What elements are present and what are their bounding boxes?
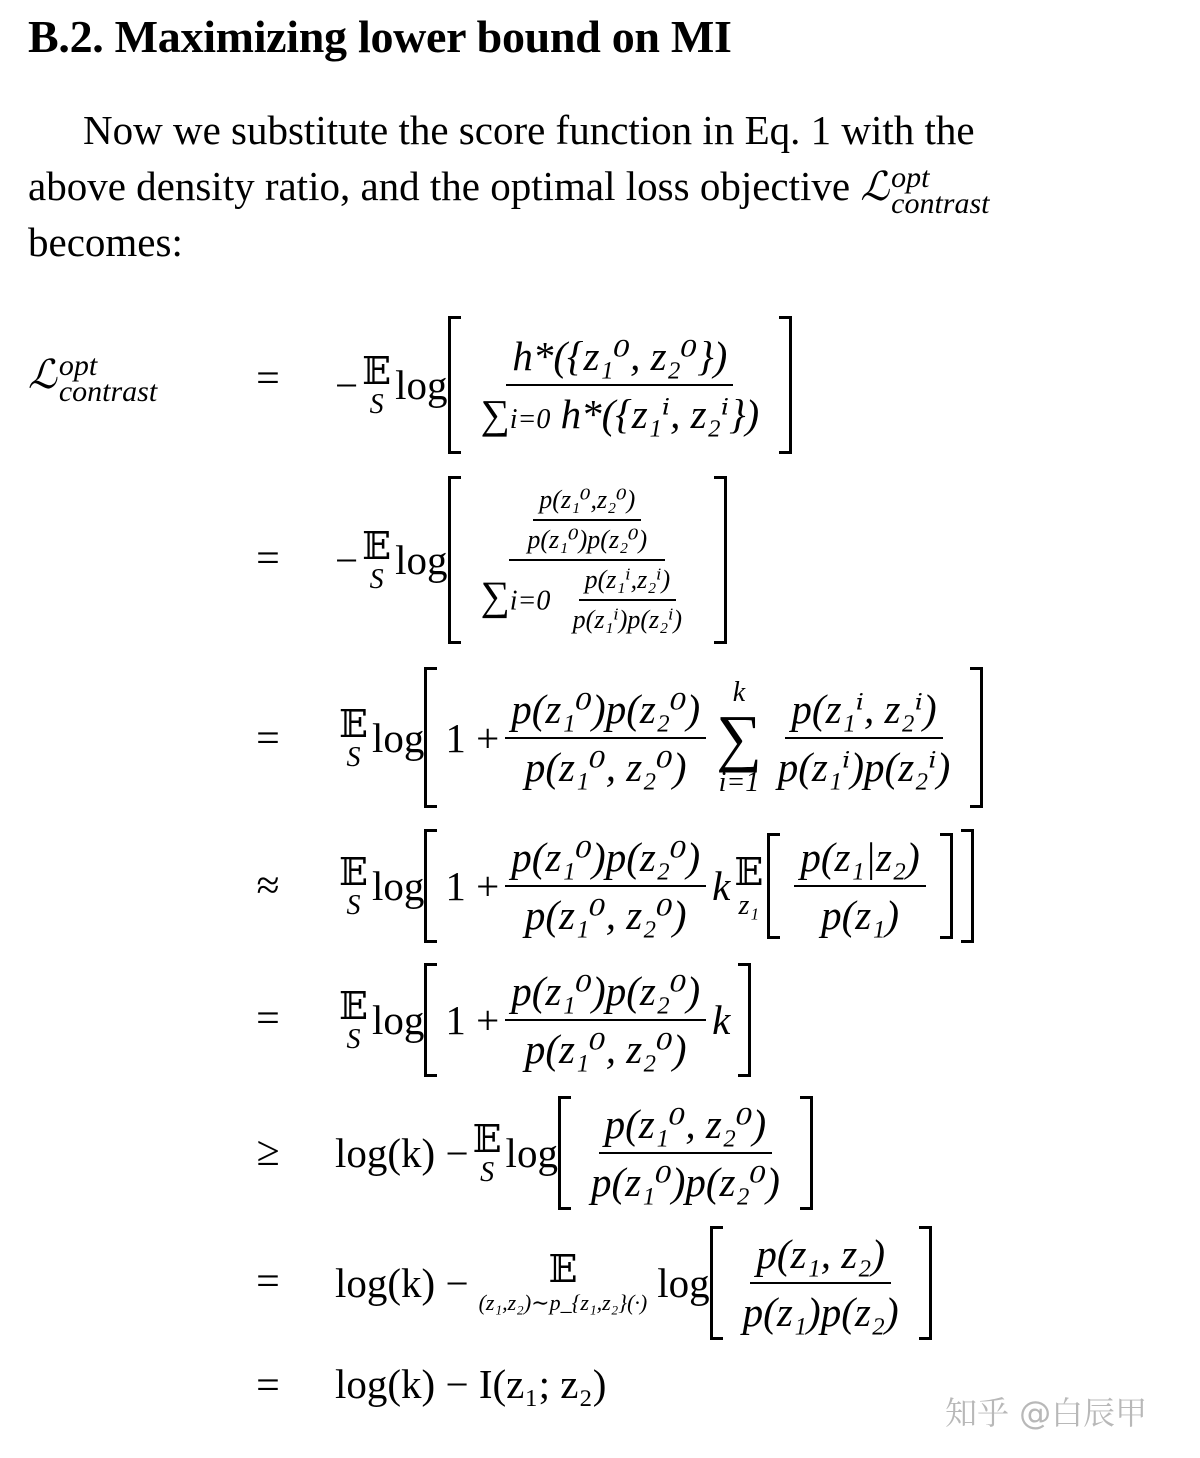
equation-step-2: − 𝔼 S log $\frac{\text{p(z₁⁰,z₂⁰)}}{\text{p(z₁⁰)p(z₂⁰)}}$ ∑i=0 $\frac{\text{p(z₁ⁱ,z₂ⁱ)}}{\text{p(z₁ⁱ)p(z₂ⁱ)}}$: [335, 475, 727, 645]
relation-4: ≈: [256, 863, 280, 909]
watermark: 知乎 @白辰甲: [945, 1394, 1148, 1432]
equation-step-4: 𝔼 S log 1 + $\frac{\text{p(z₁⁰)p(z₂⁰)}}{\text{p(z₁⁰, z₂⁰)}}$ k 𝔼 z₁ $\frac{\text{p(z₁|z₂)}}{\text{p(z₁)}}$: [335, 828, 974, 943]
equation-step-3: 𝔼 S log 1 + $\frac{\text{p(z₁⁰)p(z₂⁰)}}{\text{p(z₁⁰, z₂⁰)}}$ k ∑ i=1 $\frac{\text{p(z₁ⁱ, z₂ⁱ)}}{\text{p(z₁ⁱ)p(z₂ⁱ)}}$: [335, 665, 983, 810]
loss-symbol: ℒ: [860, 164, 890, 210]
equation-step-1: − 𝔼 S log $\frac{\text{h*(\{z₁⁰, z₂⁰\})}}{\text{∑i=0 h*(\{z₁ⁱ, z₂ⁱ\})}}$: [335, 312, 792, 457]
equation-step-6: log(k) − 𝔼 S log $\frac{\text{p(z₁⁰, z₂⁰)}}{\text{p(z₁⁰)p(z₂⁰)}}$: [335, 1095, 813, 1210]
expectation: 𝔼 S: [362, 348, 392, 420]
relation-5: =: [256, 996, 280, 1042]
fraction: $\frac{\text{h*(\{z₁⁰, z₂⁰\})}}{\text{∑i=0 h*(\{z₁ⁱ, z₂ⁱ\})}}$: [480, 332, 760, 437]
paragraph-line-2: [28, 158, 990, 220]
equation-step-5: 𝔼 S log 1 + $\frac{\text{p(z₁⁰)p(z₂⁰)}}{\text{p(z₁⁰, z₂⁰)}}$ k: [335, 962, 751, 1077]
paragraph-line-1: Now we substitute the score function in Eq. 1 with the: [83, 107, 975, 153]
relation-1: =: [256, 356, 280, 402]
relation-7: =: [256, 1259, 280, 1305]
relation-8: =: [256, 1363, 280, 1409]
equation-step-8: log(k) − I(z₁; z₂): [335, 1361, 607, 1407]
relation-3: =: [256, 716, 280, 762]
relation-6: ≥: [256, 1129, 280, 1175]
section-heading: B.2. Maximizing lower bound on MI: [28, 11, 732, 62]
equation-lhs: ℒ opt contrast: [28, 348, 158, 408]
paragraph-line-3: becomes:: [28, 219, 183, 265]
relation-2: =: [256, 536, 280, 582]
equation-step-7: log(k) − 𝔼 (z₁,z₂)∼p_{z₁,z₂}(·) log $\frac{\text{p(z₁, z₂)}}{\text{p(z₁)p(z₂)}}$: [335, 1225, 932, 1340]
loss-sup-sub: opt contrast: [891, 160, 990, 220]
paragraph-line-2-text: above density ratio, and the optimal loss objective: [28, 163, 861, 209]
